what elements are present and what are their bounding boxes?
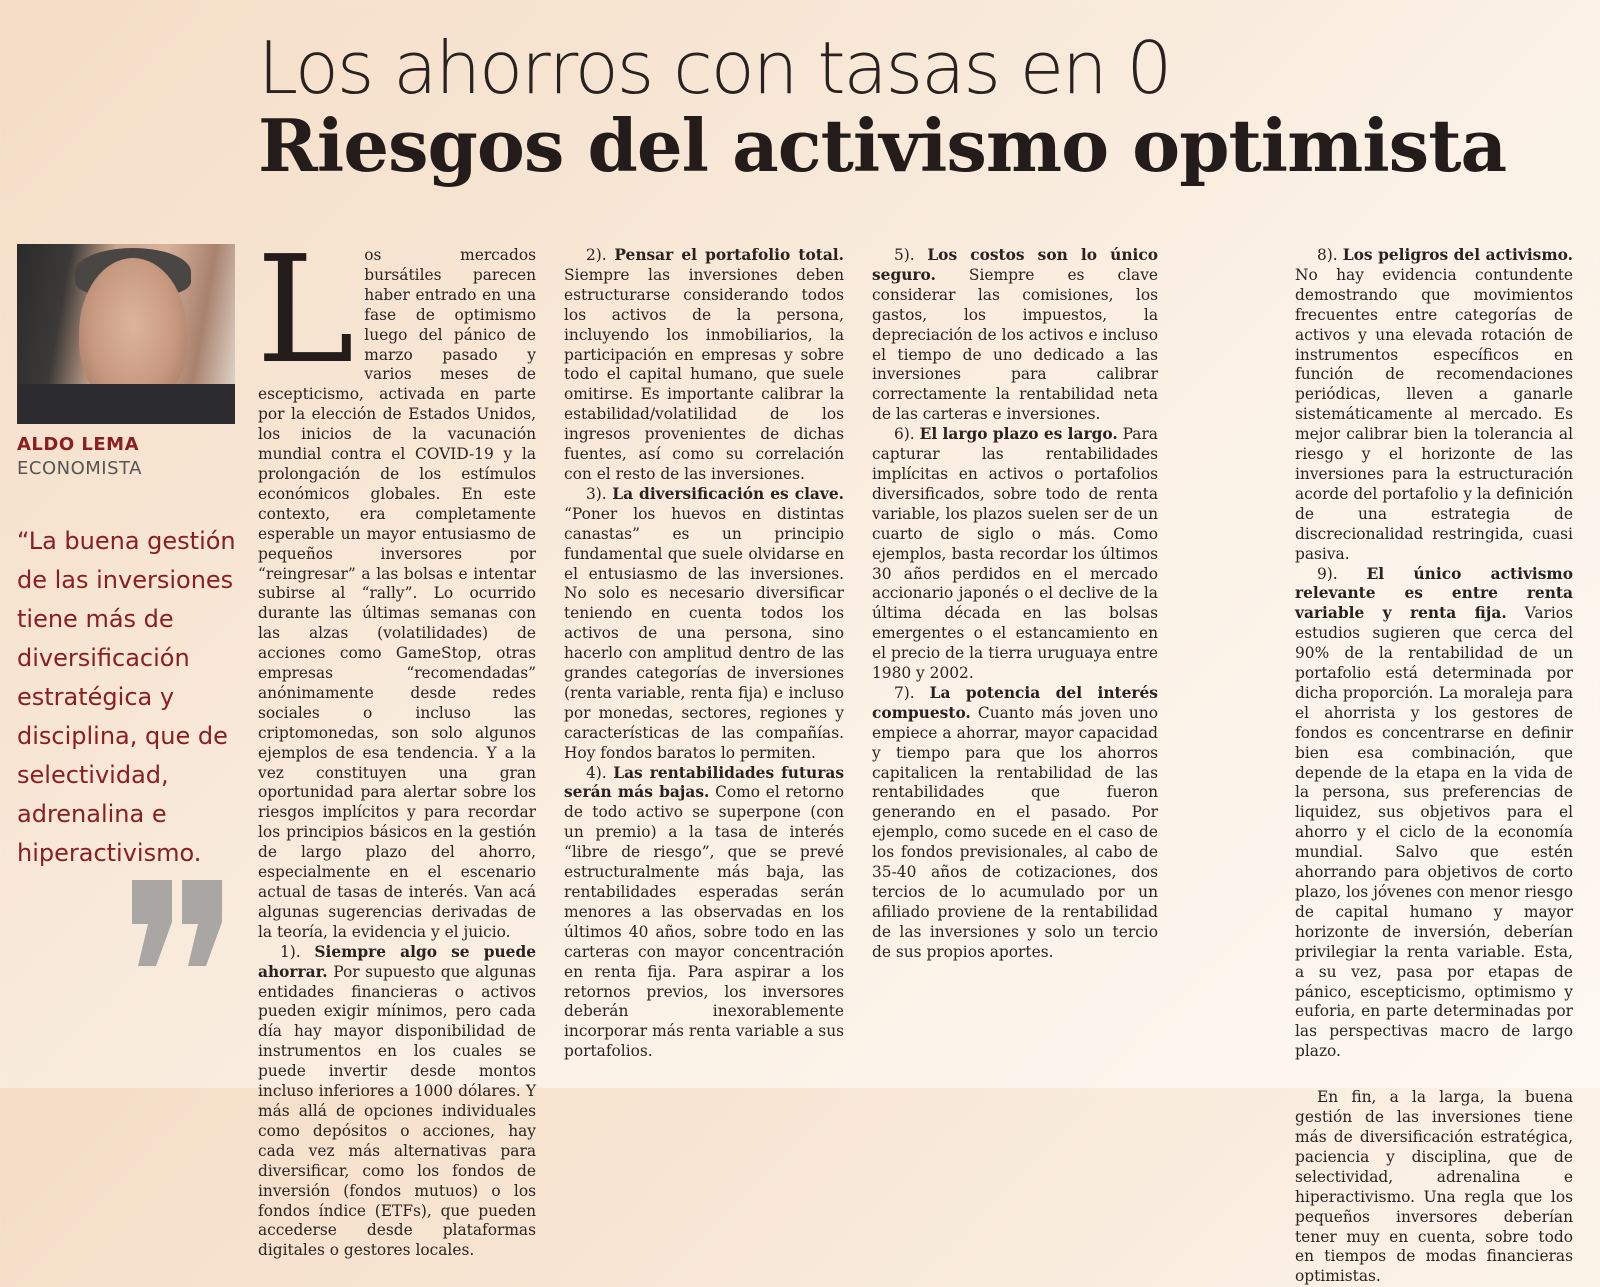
point-9: 9). El único activismo relevante es entre renta variable y renta fija. Varios estudios sugieren que cerca del 90% de la rentabilidad de un portafolio está determinada por dicha proporción. La moraleja para el ahorrista y los gestores de fondos es concentrarse en definir bien esa combinación, que depende de la etapa en la vida de la persona, sus preferencias de liquidez, sus objetivos para el ahorro y el ciclo de la economía mundial. Salvo que estén ahorrando para objetivos de corto plazo, los jóvenes con menor riesgo de capital humano y mayor horizonte de inversión, deberían privilegiar la renta variable. Esta, a su vez, pasa por etapas de pánico, escepticismo, optimismo y euforia, en parte determinadas por las perspectivas macro de largo plazo. bbox=[1295, 564, 1573, 1061]
point-1-heading: Siempre algo se puede ahorrar. bbox=[258, 942, 536, 981]
intro-text: os mercados bursátiles parecen haber entrado en una fase de optimismo luego del pánico de marzo pasado y varios meses de escepticismo, activada en parte por la elección de Estados Unidos, los inicios de la vacunación mundial contra el COVID-19 y la prolongación de los estímulos económicos globales. En este contexto, era completamente esperable un mayor entusiasmo de pequeños inversores por “reingresar” a las bolsas e intentar subirse al “rally”. Lo ocurrido durante las últimas semanas con las alzas (volatilidades) de acciones como GameStop, otras empresas “recomendadas” anónimamente desde redes sociales o incluso las criptomonedas, son solo algunos ejemplos de esa tendencia. Y a la vez constituyen una gran oportunidad para alertar sobre los riesgos implícitos y para recordar los principios básicos en la gestión de largo plazo del ahorro, especialmente en el escenario actual de tasas de interés. Van acá algunas sugerencias derivadas de la teoría, la evidencia y el juicio. bbox=[258, 246, 536, 941]
article-column-1 bbox=[256, 224, 536, 1260]
article-column-4 bbox=[1295, 246, 1573, 1286]
intro-paragraph bbox=[256, 224, 536, 943]
author-role: ECONOMISTA bbox=[17, 458, 142, 479]
point-8: 8). Los peligros del activismo. No hay evidencia contundente demostrando que movimientos frecuentes entre categorías de activos y una elevada rotación de instrumentos específicos en función de recomendaciones periódicas, lleven a ganarle sistemáticamente al mercado. Es mejor calibrar bien la tolerancia al riesgo y el horizonte de las inversiones para la estructuración acorde del portafolio y la definición de una estrategia de discrecionalidad restringida, cuasi pasiva. bbox=[1295, 246, 1573, 563]
point-5-heading: Los costos son lo único seguro. bbox=[872, 246, 1158, 284]
point-8-heading: Los peligros del activismo. bbox=[1342, 246, 1573, 264]
headline-title: Riesgos del activismo optimista bbox=[258, 103, 1507, 188]
author-name: ALDO LEMA bbox=[17, 434, 140, 455]
point-6-heading: El largo plazo es largo. bbox=[919, 425, 1118, 444]
author-photo bbox=[17, 244, 235, 424]
point-4: 4). Las rentabilidades futuras serán más bajas. Como el retorno de todo activo se superpone (con un premio) a la tasa de interés “libre de riesgo”, que se prevé estructuralmente más baja, las rentabilidades esperadas serán menores a las observadas en los últimos 40 años, sobre todo en las carteras con mayor concentración en renta fija. Para aspirar a los retornos previos, los inversores deberán inexorablemente incorporar más renta variable a sus portafolios. bbox=[564, 763, 844, 1061]
point-5: 5). Los costos son lo único seguro. Siempre es clave considerar las comisiones, los gastos, los impuestos, la depreciación de los activos e incluso el tiempo de uno dedicado a las inversiones para calibrar correctamente la rentabilidad neta de las carteras e inversiones. bbox=[872, 246, 1158, 424]
article-column-2 bbox=[564, 246, 844, 1076]
point-1: 1). Siempre algo se puede ahorrar. Por supuesto que algunas entidades financieras o activos pueden exigir mínimos, pero cada día hay mayor disponibilidad de instrumentos en los cuales se puede invertir desde montos incluso inferiores a 1000 dólares. Y más allá de opciones individuales como depósitos o acciones, hay cada vez más alternativas para diversificar, como los fondos de inversión (fondos mutuos) o los fondos índice (ETFs), que pueden accederse desde plataformas digitales o gestores locales. bbox=[258, 942, 536, 1260]
pull-quote: “La buena gestión de las inversiones tiene más de diversificación estratégica y disciplina, que de selectividad, adrenalina e hiperactivismo. bbox=[17, 527, 236, 867]
headline bbox=[258, 26, 1558, 188]
point-3: 3). La diversificación es clave. “Poner los huevos en distintas canastas” es un principio fundamental que suele olvidarse en el entusiasmo de las inversiones. No solo es necesario diversificar teniendo en cuenta todos los activos de una persona, sino hacerlo con amplitud dentro de las grandes categorías de inversiones (renta variable, renta fija) e incluso por monedas, sectores, regiones y características de las compañías. Hoy fondos baratos lo permiten. bbox=[564, 484, 844, 762]
closing-quote-icon bbox=[128, 878, 228, 968]
point-7-heading: La potencia del interés compuesto. bbox=[872, 683, 1158, 722]
point-6: 6). El largo plazo es largo. Para capturar las rentabilidades implícitas en activos o portafolios diversificados, sobre todo de renta variable, los plazos suelen ser de un cuarto de siglo o más. Como ejemplos, basta recordar los últimos 30 años perdidos en el mercado accionario japonés o el declive de la última década en las bolsas emergentes o el estancamiento en el precio de la tierra uruguaya entre 1980 y 2002. bbox=[872, 425, 1158, 683]
point-3-heading: La diversificación es clave. bbox=[612, 484, 844, 503]
closing-paragraph: En fin, a la larga, la buena gestión de las inversiones tiene más de diversificación estratégica, paciencia y disciplina, que de selectividad, adrenalina e hiperactivismo. Una regla que los pequeños inversores deberían tener muy en cuenta, sobre todo en tiempos de modas financieras optimistas. bbox=[1295, 1088, 1573, 1286]
article-column-3 bbox=[872, 246, 1158, 1076]
headline-kicker: Los ahorros con tasas en 0 bbox=[258, 26, 1171, 110]
point-4-heading: Las rentabilidades futuras serán más bajas. bbox=[564, 763, 844, 802]
drop-cap: L bbox=[256, 224, 355, 396]
point-9-heading: El único activismo relevante es entre renta variable y renta fija. bbox=[1295, 564, 1573, 623]
point-2: 2). Pensar el portafolio total. Siempre las inversiones deben estructurarse considerando todos los activos de la persona, incluyendo los inmobiliarios, la participación en empresas y sobre todo el capital humano, que suele omitirse. Es importante calibrar la estabilidad/volatilidad de los ingresos provenientes de dichas fuentes, así como su correlación con el resto de las inversiones. bbox=[564, 246, 844, 483]
point-7: 7). La potencia del interés compuesto. Cuanto más joven uno empiece a ahorrar, mayor capacidad y tiempo para que los ahorros capitalicen la rentabilidad de las rentabilidades que fueron generando en el pasado. Por ejemplo, como sucede en el caso de los fondos previsionales, al cabo de 35-40 años de cotizaciones, dos tercios de lo acumulado por un afiliado proviene de la rentabilidad de las inversiones y solo un tercio de sus propios aportes. bbox=[872, 683, 1158, 961]
point-2-heading: Pensar el portafolio total. bbox=[614, 246, 844, 264]
